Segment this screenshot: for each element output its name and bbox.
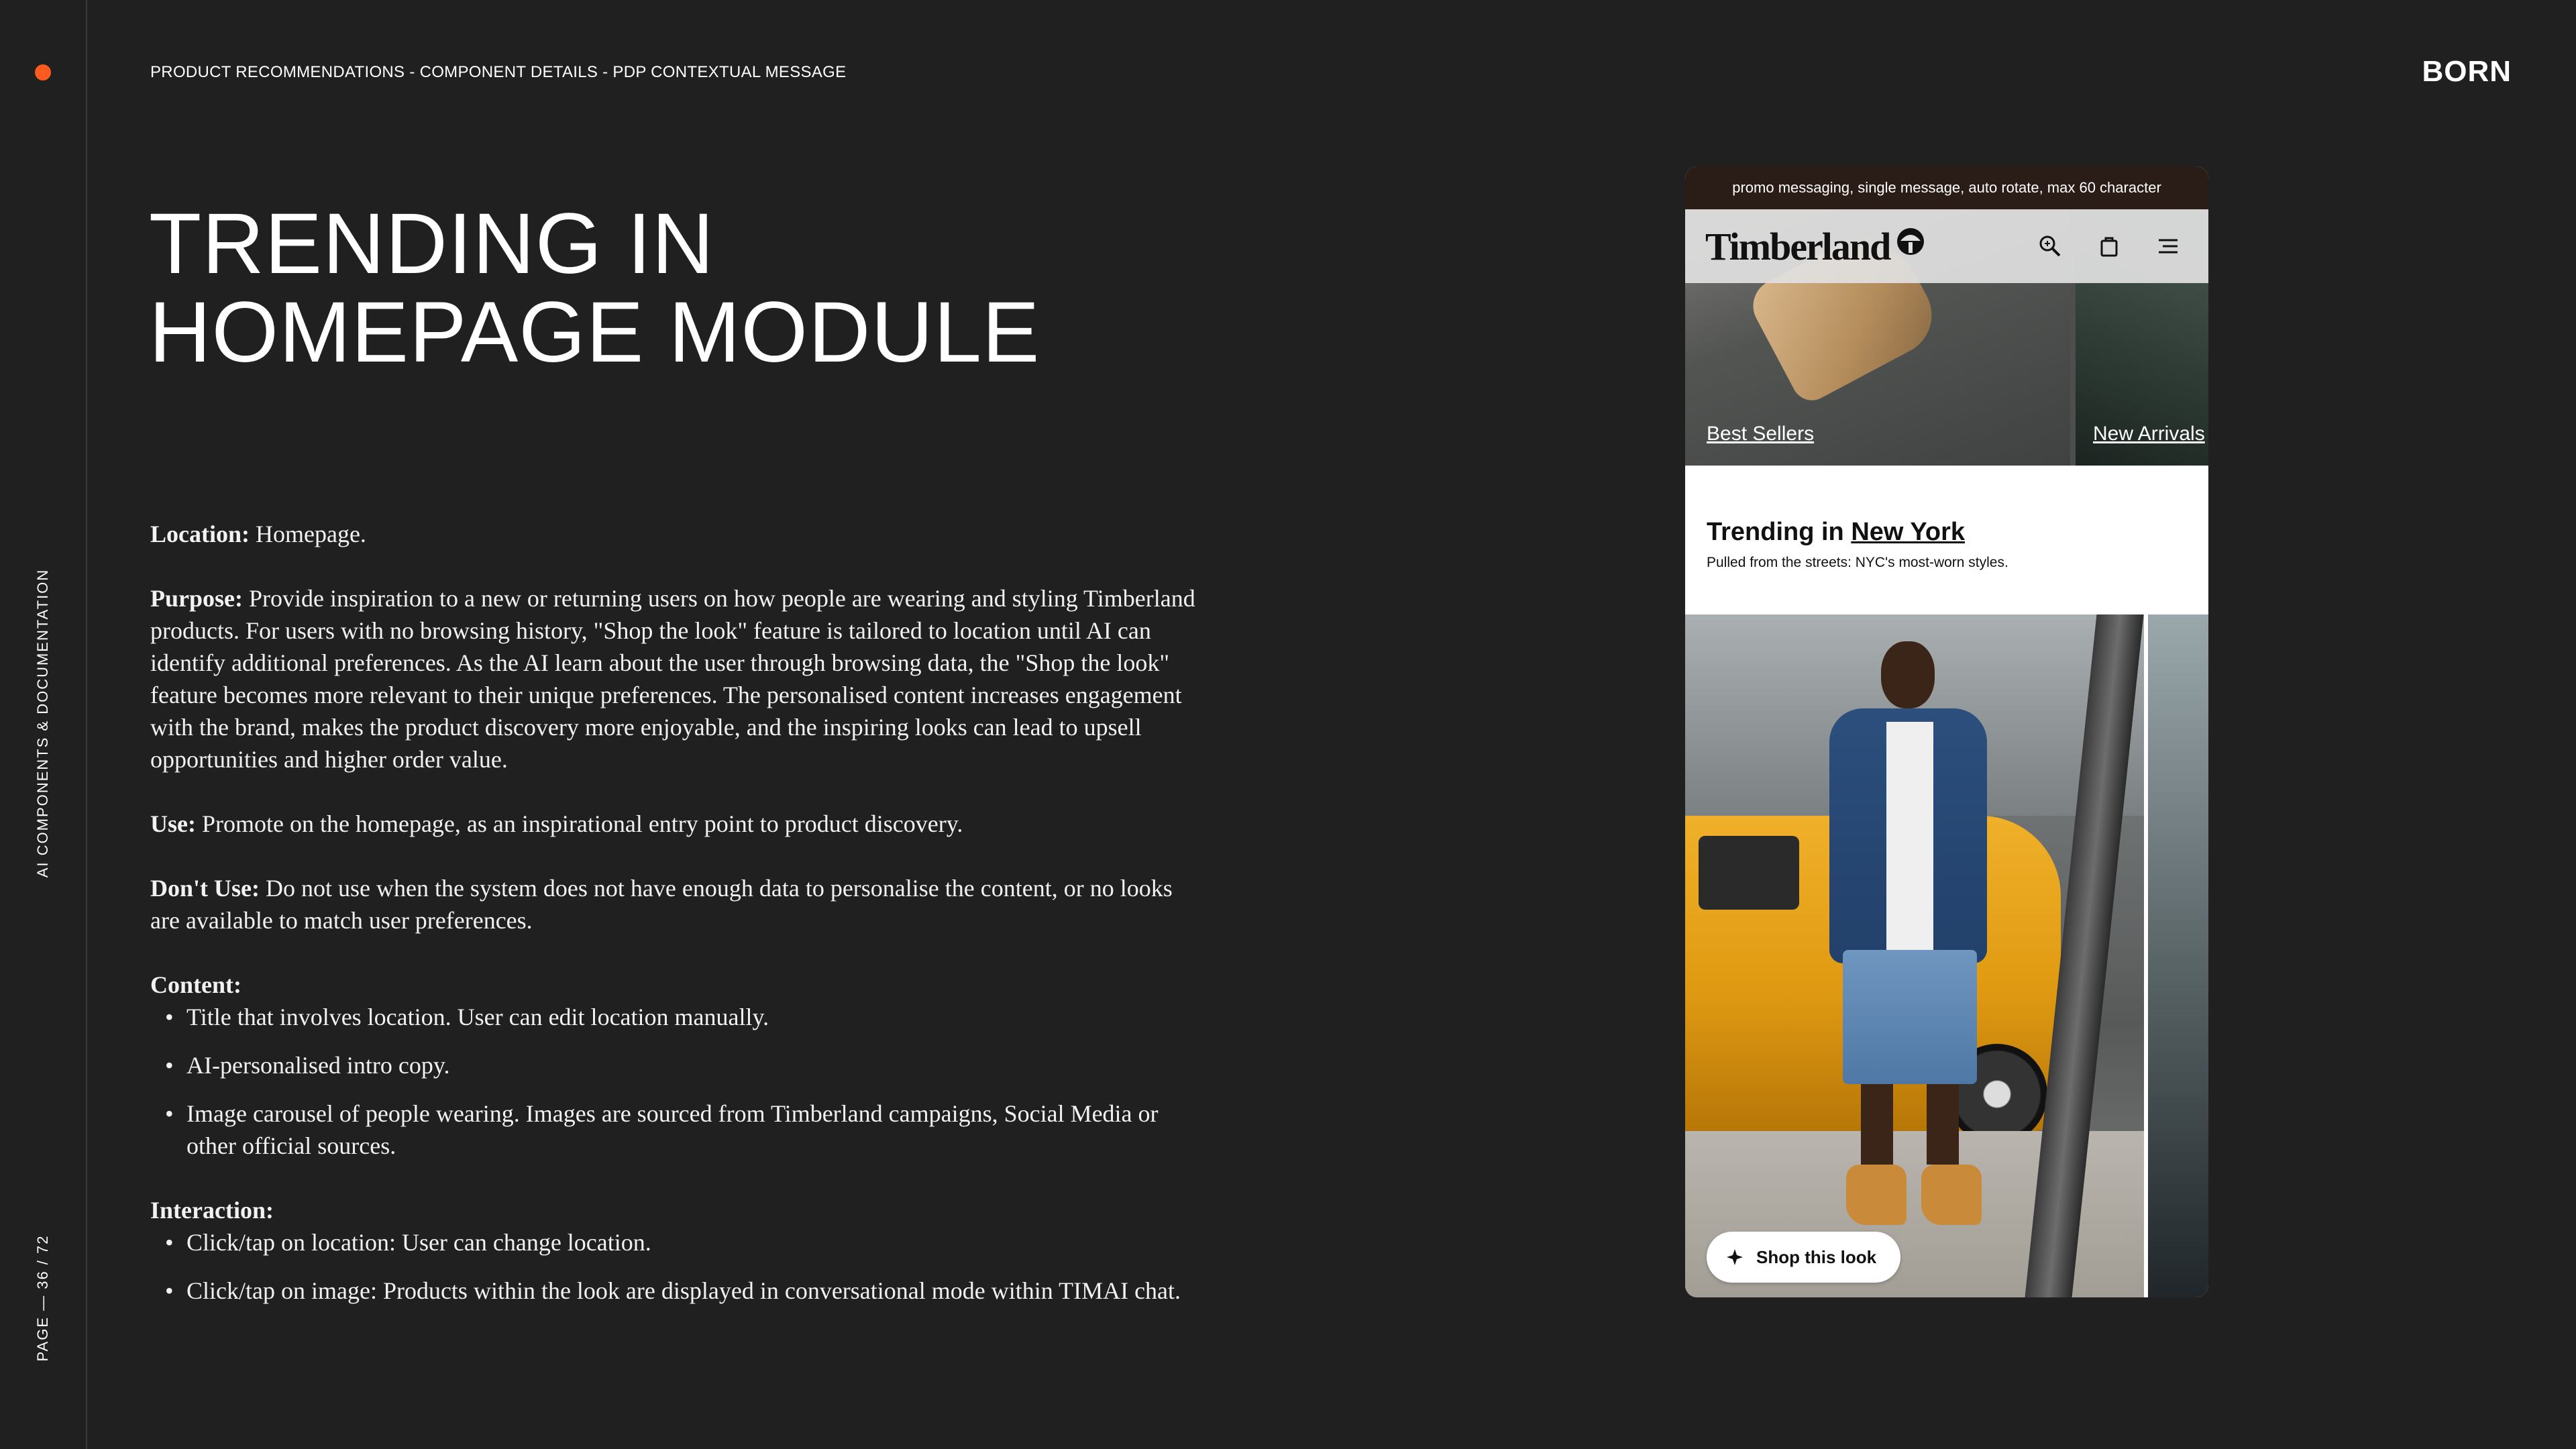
site-header <box>1685 209 2208 283</box>
interaction-heading <box>150 1194 1203 1226</box>
interaction-label: Interaction: <box>150 1197 274 1224</box>
purpose-label: Purpose: <box>150 585 243 612</box>
sparkle-icon <box>1725 1248 1744 1267</box>
tree-logo-icon <box>1895 226 1926 257</box>
trending-subtitle: Pulled from the streets: NYC's most-worn styles. <box>1707 555 2008 570</box>
boot-left <box>1846 1165 1907 1225</box>
list-item: • Click/tap on image: Products within the look are displayed in conversational mode within TIMAI chat. <box>186 1275 1203 1307</box>
location-link[interactable]: New York <box>1851 518 1965 546</box>
location-label: Location: <box>150 521 250 547</box>
interaction-list <box>150 1226 1203 1307</box>
mobile-mockup <box>1685 166 2208 1297</box>
page-number: PAGE — 36 / 72 <box>34 1234 51 1362</box>
dont-use-paragraph <box>150 872 1203 936</box>
taxi-window <box>1699 836 1799 910</box>
person-shorts <box>1843 950 1977 1084</box>
person-shirt <box>1886 722 1933 957</box>
purpose-text: Provide inspiration to a new or returning users on how people are wearing and styling Timberland products. For users with no browsing history, "Shop the look" feature is tailored to location until AI can identify additional preferences. As the AI learn about the user through browsing data, the "Shop the look" feature becomes more relevant to their unique preferences. The personalised content increases engagement with the brand, makes the product discovery more enjoyable, and the inspiring looks can lead to upsell opportunities and higher order value. <box>150 585 1195 773</box>
use-text: Promote on the homepage, as an inspirational entry point to product discovery. <box>195 810 963 837</box>
shop-this-look-button[interactable] <box>1707 1232 1900 1283</box>
list-item: • Click/tap on location: User can change location. <box>186 1226 1203 1258</box>
list-item: • Title that involves location. User can edit location manually. <box>186 1001 1203 1033</box>
purpose-paragraph <box>150 582 1203 775</box>
header-icons <box>2037 233 2182 260</box>
person-leg-left <box>1861 1084 1893 1165</box>
new-arrivals-link[interactable]: New Arrivals <box>2093 423 2205 445</box>
shop-this-look-label: Shop this look <box>1756 1246 1877 1267</box>
logo-wordmark: Timberland <box>1705 224 1890 268</box>
boot-right <box>1921 1165 1982 1225</box>
section-label: AI COMPONENTS & DOCUMENTATION <box>34 568 51 878</box>
image-carousel[interactable] <box>1685 614 2208 1297</box>
dont-use-text: Do not use when the system does not have enough data to personalise the content, or no looks are available to match user preferences. <box>150 875 1173 934</box>
content-heading <box>150 969 1203 1001</box>
accent-dot <box>35 64 51 80</box>
content-label: Content: <box>150 971 241 998</box>
search-icon[interactable] <box>2037 233 2063 260</box>
page-title <box>149 196 1040 380</box>
trending-title <box>1707 518 2187 547</box>
location-text: Homepage. <box>250 521 366 547</box>
trending-header <box>1685 466 2208 614</box>
content-list <box>150 1001 1203 1162</box>
dont-use-label: Don't Use: <box>150 875 260 902</box>
bag-icon[interactable] <box>2096 233 2123 260</box>
next-look-image[interactable] <box>2148 614 2208 1297</box>
person-leg-right <box>1927 1084 1959 1165</box>
promo-bar: promo messaging, single message, auto rotate, max 60 character <box>1685 166 2208 209</box>
page-title-line-2: HOMEPAGE MODULE <box>149 284 1040 380</box>
list-item: • Image carousel of people wearing. Images are sourced from Timberland campaigns, Social Media or other official sources. <box>186 1097 1203 1162</box>
list-item: • AI-personalised intro copy. <box>186 1049 1203 1081</box>
use-label: Use: <box>150 810 196 837</box>
person-head <box>1881 641 1935 708</box>
best-sellers-link[interactable]: Best Sellers <box>1707 423 1815 445</box>
hero-tiles <box>1685 209 2208 466</box>
timberland-logo[interactable] <box>1705 224 1926 269</box>
brand-logo: BORN <box>2422 55 2512 88</box>
menu-icon[interactable] <box>2155 233 2182 260</box>
use-paragraph <box>150 808 1203 840</box>
documentation-body <box>150 518 1203 1339</box>
page-title-line-1: TRENDING IN <box>149 196 714 292</box>
location-paragraph <box>150 518 1203 550</box>
trending-prefix: Trending in <box>1707 518 1851 546</box>
look-image[interactable] <box>1685 614 2144 1297</box>
breadcrumb: PRODUCT RECOMMENDATIONS - COMPONENT DETAILS - PDP CONTEXTUAL MESSAGE <box>150 63 847 81</box>
left-rail <box>0 0 87 1449</box>
